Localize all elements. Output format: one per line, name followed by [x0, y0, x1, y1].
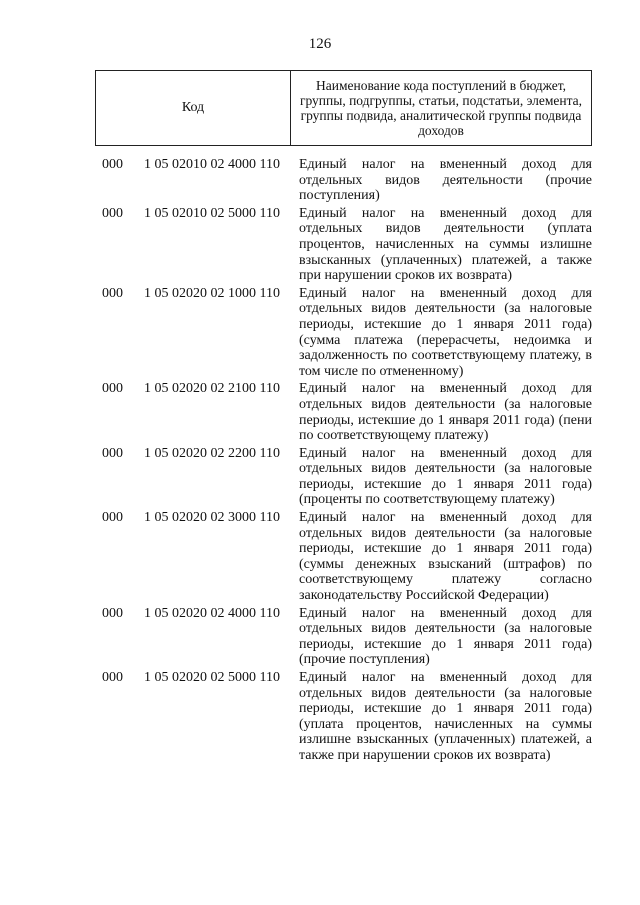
- header-name-label: Наименование кода поступлений в бюджет, группы, подгруппы, статьи, подстатьи, элемента, группы подвида, аналитической группы подвида доходов: [299, 78, 583, 138]
- admin-code: 000: [102, 445, 123, 461]
- revenue-description: Единый налог на вмененный доход для отдельных видов деятельности (за налоговые периоды, истекшие до 1 января 2011 года) (прочие поступления): [299, 605, 592, 668]
- table-row: [102, 157, 592, 204]
- admin-code: 000: [102, 381, 123, 397]
- table-row: [102, 606, 592, 668]
- revenue-code: 1 05 02010 02 5000 110: [144, 205, 280, 221]
- admin-code: 000: [102, 670, 123, 685]
- table-row: [102, 381, 592, 443]
- revenue-description: Единый налог на вмененный доход для отдельных видов деятельности (за налоговые периоды, истекшие до 1 января 2011 года) (сумма платежа (перерасчеты, недоимка и задолженность по соответствующему платежу, в том числе по отмененному): [299, 285, 592, 379]
- table-row: [102, 670, 592, 764]
- admin-code: 000: [102, 205, 123, 221]
- table-row: [102, 206, 592, 284]
- revenue-description: Единый налог на вмененный доход для отдельных видов деятельности (прочие поступления): [299, 157, 592, 204]
- table-row: [102, 446, 592, 508]
- admin-code: 000: [102, 510, 123, 526]
- table-row: [102, 510, 592, 604]
- revenue-code: 1 05 02020 02 2100 110: [144, 381, 280, 397]
- revenue-code: 1 05 02020 02 3000 110: [144, 510, 280, 526]
- admin-code: 000: [102, 285, 123, 301]
- revenue-code: 1 05 02010 02 4000 110: [144, 157, 280, 172]
- revenue-code: 1 05 02020 02 1000 110: [144, 285, 280, 301]
- table-row: [102, 286, 592, 380]
- revenue-description: Единый налог на вмененный доход для отдельных видов деятельности (за налоговые периоды, истекшие до 1 января 2011 года) (проценты по соответствующему платежу): [299, 445, 592, 508]
- code-list: [102, 157, 592, 766]
- revenue-description: Единый налог на вмененный доход для отдельных видов деятельности (за налоговые периоды, истекшие до 1 января 2011 года) (пени по соответствующему платежу): [299, 381, 592, 444]
- admin-code: 000: [102, 605, 123, 621]
- revenue-code: 1 05 02020 02 5000 110: [144, 670, 280, 685]
- revenue-code: 1 05 02020 02 4000 110: [144, 605, 280, 621]
- page-number: 126: [308, 36, 332, 52]
- revenue-description: Единый налог на вмененный доход для отдельных видов деятельности (за налоговые периоды, истекшие до 1 января 2011 года) (уплата процентов, начисленных на суммы излишне взысканных (уплаченных) платежей, а также при нарушении сроков их возврата): [299, 670, 592, 763]
- revenue-code: 1 05 02020 02 2200 110: [144, 445, 280, 461]
- header-code-label: Код: [96, 71, 291, 145]
- revenue-description: Единый налог на вмененный доход для отдельных видов деятельности (за налоговые периоды, истекшие до 1 января 2011 года) (суммы денежных взысканий (штрафов) по соответствующему платежу согласно законодательству Российской Федерации): [299, 510, 592, 604]
- revenue-description: Единый налог на вмененный доход для отдельных видов деятельности (уплата процентов, начисленных на суммы излишне взысканных (уплаченных) платежей, а также при нарушении сроков их возврата): [299, 205, 592, 284]
- admin-code: 000: [102, 157, 123, 172]
- table-header: [95, 70, 592, 146]
